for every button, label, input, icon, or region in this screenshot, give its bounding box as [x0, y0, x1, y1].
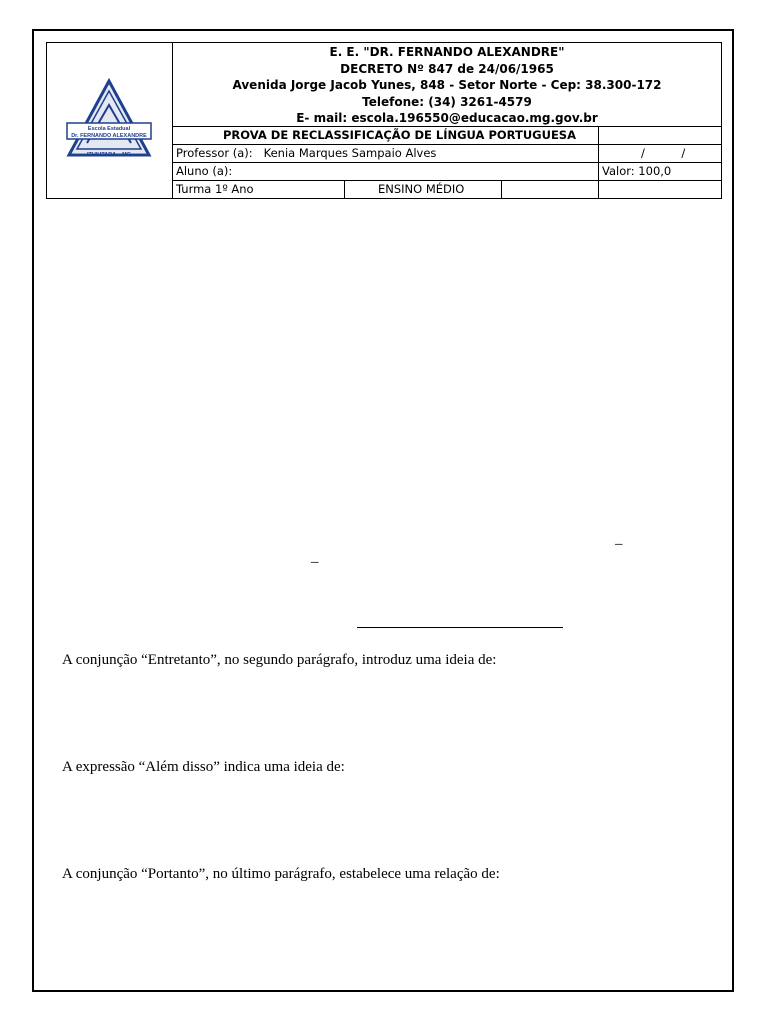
- dash-mark-2: –: [311, 554, 319, 570]
- school-phone: Telefone: (34) 3261-4579: [362, 94, 532, 109]
- logo-cell: [47, 43, 173, 198]
- school-email: E- mail: escola.196550@educacao.mg.gov.br: [296, 111, 598, 125]
- blank-cell-1: [502, 181, 599, 198]
- question-1: A conjunção “Entretanto”, no segundo parágrafo, introduz uma ideia de:: [62, 652, 497, 668]
- date-field[interactable]: / /: [641, 146, 686, 160]
- dash-mark-1: –: [615, 536, 623, 552]
- school-name: E. E. "DR. FERNANDO ALEXANDRE": [329, 45, 565, 59]
- school-decree: DECRETO Nº 847 de 24/06/1965: [340, 61, 554, 76]
- logo-city: ITUIUTABA – MG: [87, 152, 131, 158]
- question-3: A conjunção “Portanto”, no último parágrafo, estabelece uma relação de:: [62, 866, 500, 882]
- professor-row: [173, 144, 721, 162]
- blank-cell-2: [599, 181, 721, 198]
- professor-cell: [173, 145, 599, 162]
- logo-line-2: Dr. FERNANDO ALEXANDRE: [71, 133, 147, 139]
- exam-value: Valor: 100,0: [602, 164, 672, 178]
- question-2: A expressão “Além disso” indica uma ideia de:: [62, 759, 345, 775]
- exam-title-row: [173, 126, 721, 144]
- school-info: [173, 43, 721, 126]
- professor-label: Professor (a):: [176, 146, 253, 160]
- exam-header: [46, 42, 722, 199]
- signature-line: [357, 627, 563, 628]
- logo-line-1: Escola Estadual: [87, 126, 131, 132]
- school-logo-icon: [47, 43, 171, 198]
- education-level: ENSINO MÉDIO: [345, 181, 502, 198]
- professor-name: Kenia Marques Sampaio Alves: [263, 146, 437, 160]
- student-field[interactable]: Aluno (a):: [173, 163, 599, 180]
- class-row: [173, 180, 721, 198]
- class-label: Turma 1º Ano: [173, 181, 345, 198]
- exam-title: PROVA DE RECLASSIFICAÇÃO DE LÍNGUA PORTUGUESA: [173, 127, 599, 144]
- school-address: Avenida Jorge Jacob Yunes, 848 - Setor Norte - Cep: 38.300-172: [232, 78, 662, 92]
- student-row: [173, 162, 721, 180]
